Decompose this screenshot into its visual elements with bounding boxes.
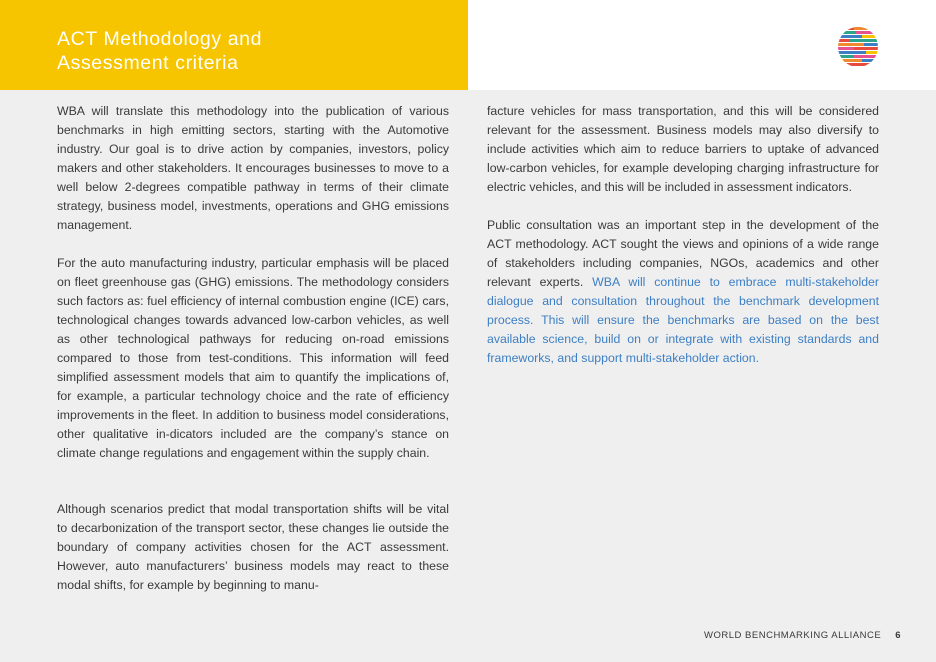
paragraph: WBA will translate this methodology into the publication of various benchmarks in high emitting sectors, starting with the Automotive industry. Our goal is to drive action by companies, investors, policy makers and other stakeholders. It encourages businesses to move to a well below 2-degrees compatible pathway in terms of their climate strategy, business model, investments, operations and GHG emissions management. bbox=[57, 104, 449, 232]
header-band bbox=[0, 0, 468, 90]
page-title bbox=[57, 27, 262, 75]
left-column bbox=[57, 102, 449, 595]
title-line-1: ACT Methodology and bbox=[57, 28, 263, 50]
paragraph: Although scenarios predict that modal transportation shifts will be vital to decarbonization of the transport sector, these changes lie outside the boundary of company activities chosen for the ACT assessment. However, auto manufacturers’ business models may react to these modal shifts, for example by beginning to manu- bbox=[57, 502, 449, 592]
highlighted-text: WBA will continue to embrace multi-stakeholder dialogue and consultation throughout the benchmark development process. This will ensure the benchmarks are based on the best available science, build on or integrate with existing standards and frameworks, and support multi-stakeholder action. bbox=[487, 275, 879, 365]
paragraph: facture vehicles for mass transportation, and this will be considered relevant for the assessment. Business models may also diversify to include activities which aim to reduce barriers to uptake of advanced low-carbon vehicles, for example developing charging infrastructure for electric vehicles, and this will be included in assessment indicators. bbox=[487, 104, 879, 194]
striped-globe-logo-icon bbox=[836, 26, 880, 68]
right-column bbox=[487, 102, 879, 368]
paragraph: For the auto manufacturing industry, particular emphasis will be placed on fleet greenhouse gas (GHG) emissions. The methodology considers such factors as: fuel efficiency of internal combustion engine (ICE) cars, technological changes towards advanced low-carbon vehicles, as well as other technological pathways for reducing on-road emissions compared to those from test-conditions. This information will feed simplified assessment models that aim to quantify the implications of, for example, a particular technology choice and the rate of efficiency improvements in the fleet. In addition to business model considerations, other qualitative in-dicators included are the company’s stance on climate change regulations and engagement within the supply chain. bbox=[57, 256, 449, 460]
footer bbox=[704, 630, 901, 641]
paragraph-text: Public consultation was an important step in the development of the ACT methodology. ACT sought the views and opinions of a wide range of stakeholders including companies, NGOs, academics and other relevant experts. bbox=[487, 218, 879, 289]
footer-org: WORLD BENCHMARKING ALLIANCE bbox=[704, 630, 882, 641]
paragraph bbox=[487, 216, 879, 368]
page-number: 6 bbox=[895, 630, 901, 641]
title-line-2: Assessment criteria bbox=[57, 52, 239, 74]
